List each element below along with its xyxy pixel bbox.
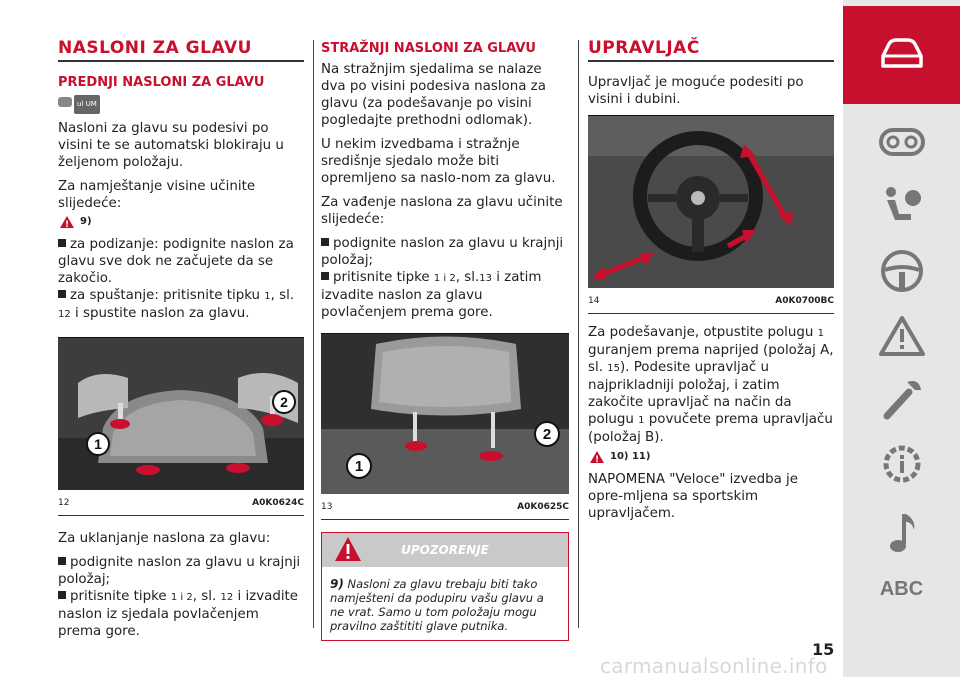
column-headrests-rear xyxy=(321,40,569,641)
steering-wheel-photo xyxy=(588,116,834,288)
section-title: UPRAVLJAČ xyxy=(588,40,834,62)
paragraph: Na stražnjim sjedalima se nalaze dva po visini podesiva naslona za glavu (za podešavanje po visini pogledajte prethodni odlomak). xyxy=(321,62,546,128)
gear-info-icon[interactable] xyxy=(843,440,960,488)
paragraph: Upravljač je moguće podesiti po visini i dubini. xyxy=(588,75,804,107)
figure-steering-wheel xyxy=(588,115,834,288)
warning-reference xyxy=(60,213,304,230)
warning-triangle-icon[interactable] xyxy=(843,316,960,356)
paragraph: Za namještanje visine učinite slijedeće: xyxy=(58,179,256,211)
paragraph: NAPOMENA "Veloce" izvedba je opre-mljena sa sportskim upravljačem. xyxy=(588,472,799,521)
list-item: za podizanje: podignite naslon za glavu sve dok ne začujete da se zakočio. xyxy=(58,237,294,286)
warning-number: 9) xyxy=(330,577,344,591)
column-divider xyxy=(578,40,579,628)
list-item: podignite naslon za glavu u krajnji položaj; xyxy=(321,236,564,268)
paragraph: Nasloni za glavu su podesivi po visini te se automatski blokiraju u željenom položaju. xyxy=(58,121,284,170)
column-divider xyxy=(313,40,314,628)
list-item: podignite naslon za glavu u krajnji položaj; xyxy=(58,555,301,587)
callout-2: 2 xyxy=(280,394,288,410)
warning-header xyxy=(322,533,568,567)
column-headrests-front xyxy=(58,40,304,640)
callout-1: 1 xyxy=(354,458,364,475)
figure-rear-headrest xyxy=(321,333,569,494)
figure-number: 12 xyxy=(58,498,70,508)
warning-ref-number: 9) xyxy=(80,216,92,227)
abc-label: ABC xyxy=(879,578,924,600)
music-note-icon[interactable] xyxy=(843,510,960,556)
paragraph: U nekim izvedbama i stražnje središnje sjedalo može biti opremljeno sa naslo-nom za glavu. xyxy=(321,137,556,186)
watermark: carmanualsonline.info xyxy=(600,654,828,678)
wrench-icon[interactable] xyxy=(843,376,960,422)
dashboard-icon[interactable] xyxy=(843,124,960,160)
column-steering-wheel xyxy=(588,40,834,529)
subsection-title: STRAŽNJI NASLONI ZA GLAVU xyxy=(321,41,536,56)
figure-front-headrest xyxy=(58,337,304,490)
callout-2: 2 xyxy=(542,426,552,443)
equipment-icons xyxy=(58,94,304,114)
list-item: pritisnite tipke 1 i 2, sl.13 i zatim izvadite naslon za glavu povlačenjem prema gore. xyxy=(321,270,542,320)
callout-1: 1 xyxy=(94,436,102,452)
warning-icon xyxy=(590,451,604,463)
list-item: za spuštanje: pritisnite tipku 1, sl. 12 i spustite naslon za glavu. xyxy=(58,288,295,321)
warning-text: Nasloni za glavu trebaju biti tako namješteni da podupiru vašu glavu a ne vrat. Samo u tom položaju mogu pravilno zaštititi glave putnika. xyxy=(330,577,544,633)
paragraph: Za podešavanje, otpustite polugu 1 guranjem prema naprijed (položaj A, sl. 15). Podesite upravljač u najprikladniji položaj, i zatim zakočite upravljač na način da polugu 1 povučete prema upravljaču (položaj B). xyxy=(588,325,834,445)
airbag-icon[interactable] xyxy=(843,184,960,228)
figure-caption xyxy=(58,490,304,516)
warning-box xyxy=(321,532,569,641)
paragraph: Za uklanjanje naslona za glavu: xyxy=(58,531,271,546)
warning-icon xyxy=(60,216,74,228)
subsection-title: PREDNJI NASLONI ZA GLAVU xyxy=(58,75,265,90)
figure-caption xyxy=(588,288,834,314)
figure-number: 13 xyxy=(321,502,333,512)
paragraph: Za vađenje naslona za glavu učinite slijedeće: xyxy=(321,195,563,227)
steering-wheel-icon[interactable] xyxy=(843,248,960,294)
seat-icon xyxy=(58,97,72,107)
warning-icon xyxy=(334,536,362,562)
figure-code: A0K0625C xyxy=(517,502,569,512)
chapter-sidebar xyxy=(843,0,960,677)
page-number: 15 xyxy=(812,640,835,659)
figure-caption xyxy=(321,494,569,520)
trim-badge: ul UM xyxy=(74,95,100,114)
section-title: NASLONI ZA GLAVU xyxy=(58,40,304,62)
list-item: pritisnite tipke 1 i 2, sl. 12 i izvadite naslon iz sjedala povlačenjem prema gore. xyxy=(58,589,299,639)
warning-reference xyxy=(590,448,834,465)
front-headrest-photo xyxy=(58,338,304,490)
rear-headrest-photo xyxy=(321,334,569,494)
figure-code: A0K0624C xyxy=(252,498,304,508)
warning-title: UPOZORENJE xyxy=(401,542,489,557)
figure-number: 14 xyxy=(588,296,600,306)
warning-ref-number: 10) 11) xyxy=(610,451,651,462)
car-icon[interactable] xyxy=(843,36,960,72)
figure-code: A0K0700BC xyxy=(775,296,834,306)
abc-icon[interactable] xyxy=(843,578,960,601)
warning-text-block xyxy=(322,567,568,640)
